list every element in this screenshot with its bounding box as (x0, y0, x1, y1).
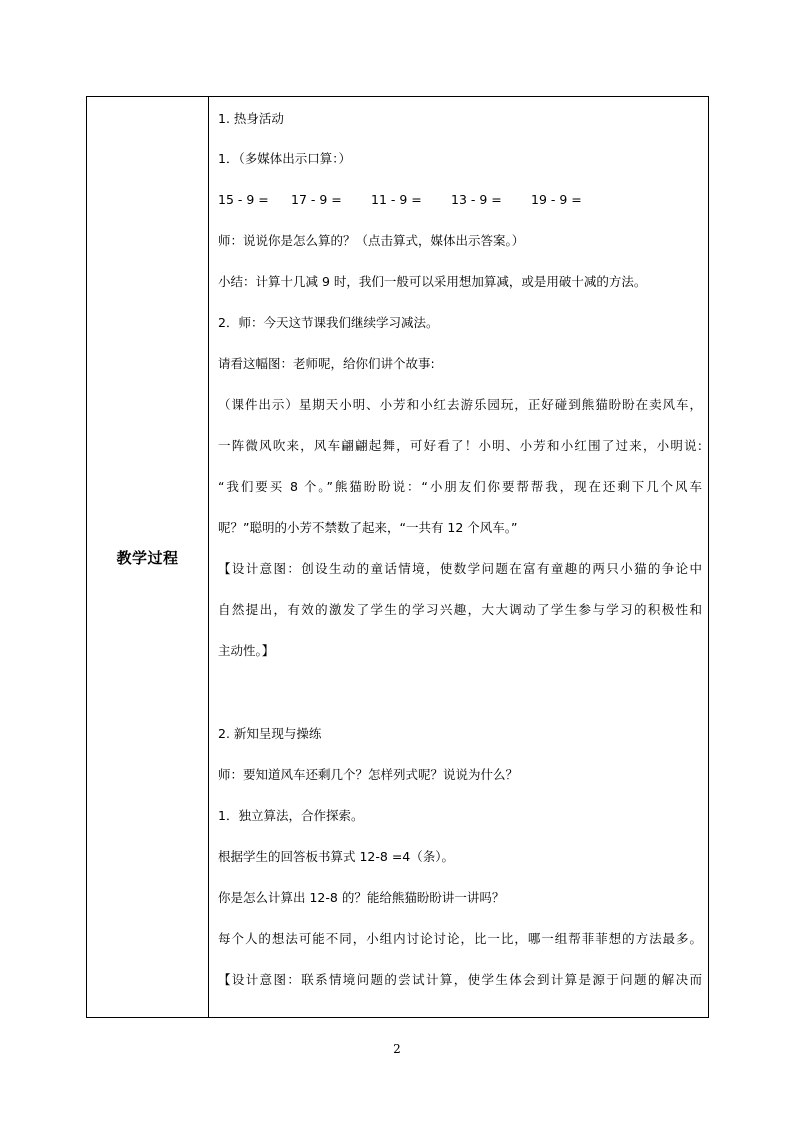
expression: 13 - 9 = (451, 192, 502, 207)
expression: 17 - 9 = (291, 192, 342, 207)
section-heading-new-knowledge: 2. 新知呈现与操练 (218, 726, 322, 741)
column-divider (208, 97, 209, 1017)
content-line: 师：要知道风车还剩几个？怎样列式呢？说说为什么？ (218, 767, 519, 782)
lesson-table (86, 96, 709, 1018)
expression: 11 - 9 = (371, 192, 422, 207)
design-intent-note: 【设计意图：创设生动的童话情境，使数学问题在富有童趣的两只小猫的争论中 (218, 561, 702, 576)
row-label: 教学过程 (116, 548, 179, 567)
section-heading-warmup: 1. 热身活动 (218, 111, 284, 126)
content-line: 你是怎么计算出 12-8 的？能给熊猫盼盼讲一讲吗？ (218, 890, 505, 905)
design-intent-note: 【设计意图：联系情境问题的尝试计算，使学生体会到计算是源于问题的解决而 (218, 972, 702, 987)
content-cell (218, 97, 702, 1017)
mental-math-expressions (218, 192, 702, 208)
content-line: 呢？”聪明的小芳不禁数了起来，“一共有 12 个风车。” (218, 520, 518, 535)
expression: 15 - 9 = (218, 192, 269, 207)
content-line: 请看这幅图：老师呢，给你们讲个故事: (218, 356, 435, 371)
content-line: 一阵微风吹来，风车翩翩起舞，可好看了！小明、小芳和小红围了过来，小明说: (218, 438, 702, 453)
content-line: 2．师：今天这节课我们继续学习减法。 (218, 315, 439, 330)
content-line: “我们要买 8 个。”熊猫盼盼说：“小朋友们你要帮帮我，现在还剩下几个风车 (218, 479, 702, 494)
content-line: 1．独立算法，合作探索。 (218, 808, 364, 823)
content-line: 小结：计算十几减 9 时，我们一般可以采用想加算减，或是用破十减的方法。 (218, 274, 647, 289)
content-line: 师：说说你是怎么算的？（点击算式，媒体出示答案。） (218, 233, 525, 248)
row-label-cell (87, 97, 208, 1017)
content-line: 每个人的想法可能不同，小组内讨论讨论，比一比，哪一组帮菲菲想的方法最多。 (218, 931, 702, 946)
content-line: （课件出示）星期天小明、小芳和小红去游乐园玩，正好碰到熊猫盼盼在卖风车， (218, 397, 702, 412)
design-intent-note: 主动性。】 (218, 643, 275, 658)
content-line: 1．（多媒体出示口算：） (218, 151, 351, 166)
expression: 19 - 9 = (531, 192, 582, 207)
design-intent-note: 自然提出，有效的激发了学生的学习兴趣，大大调动了学生参与学习的积极性和 (218, 602, 702, 617)
page-number: 2 (393, 1042, 401, 1056)
content-line: 根据学生的回答板书算式 12-8 =4（条）。 (218, 849, 454, 864)
